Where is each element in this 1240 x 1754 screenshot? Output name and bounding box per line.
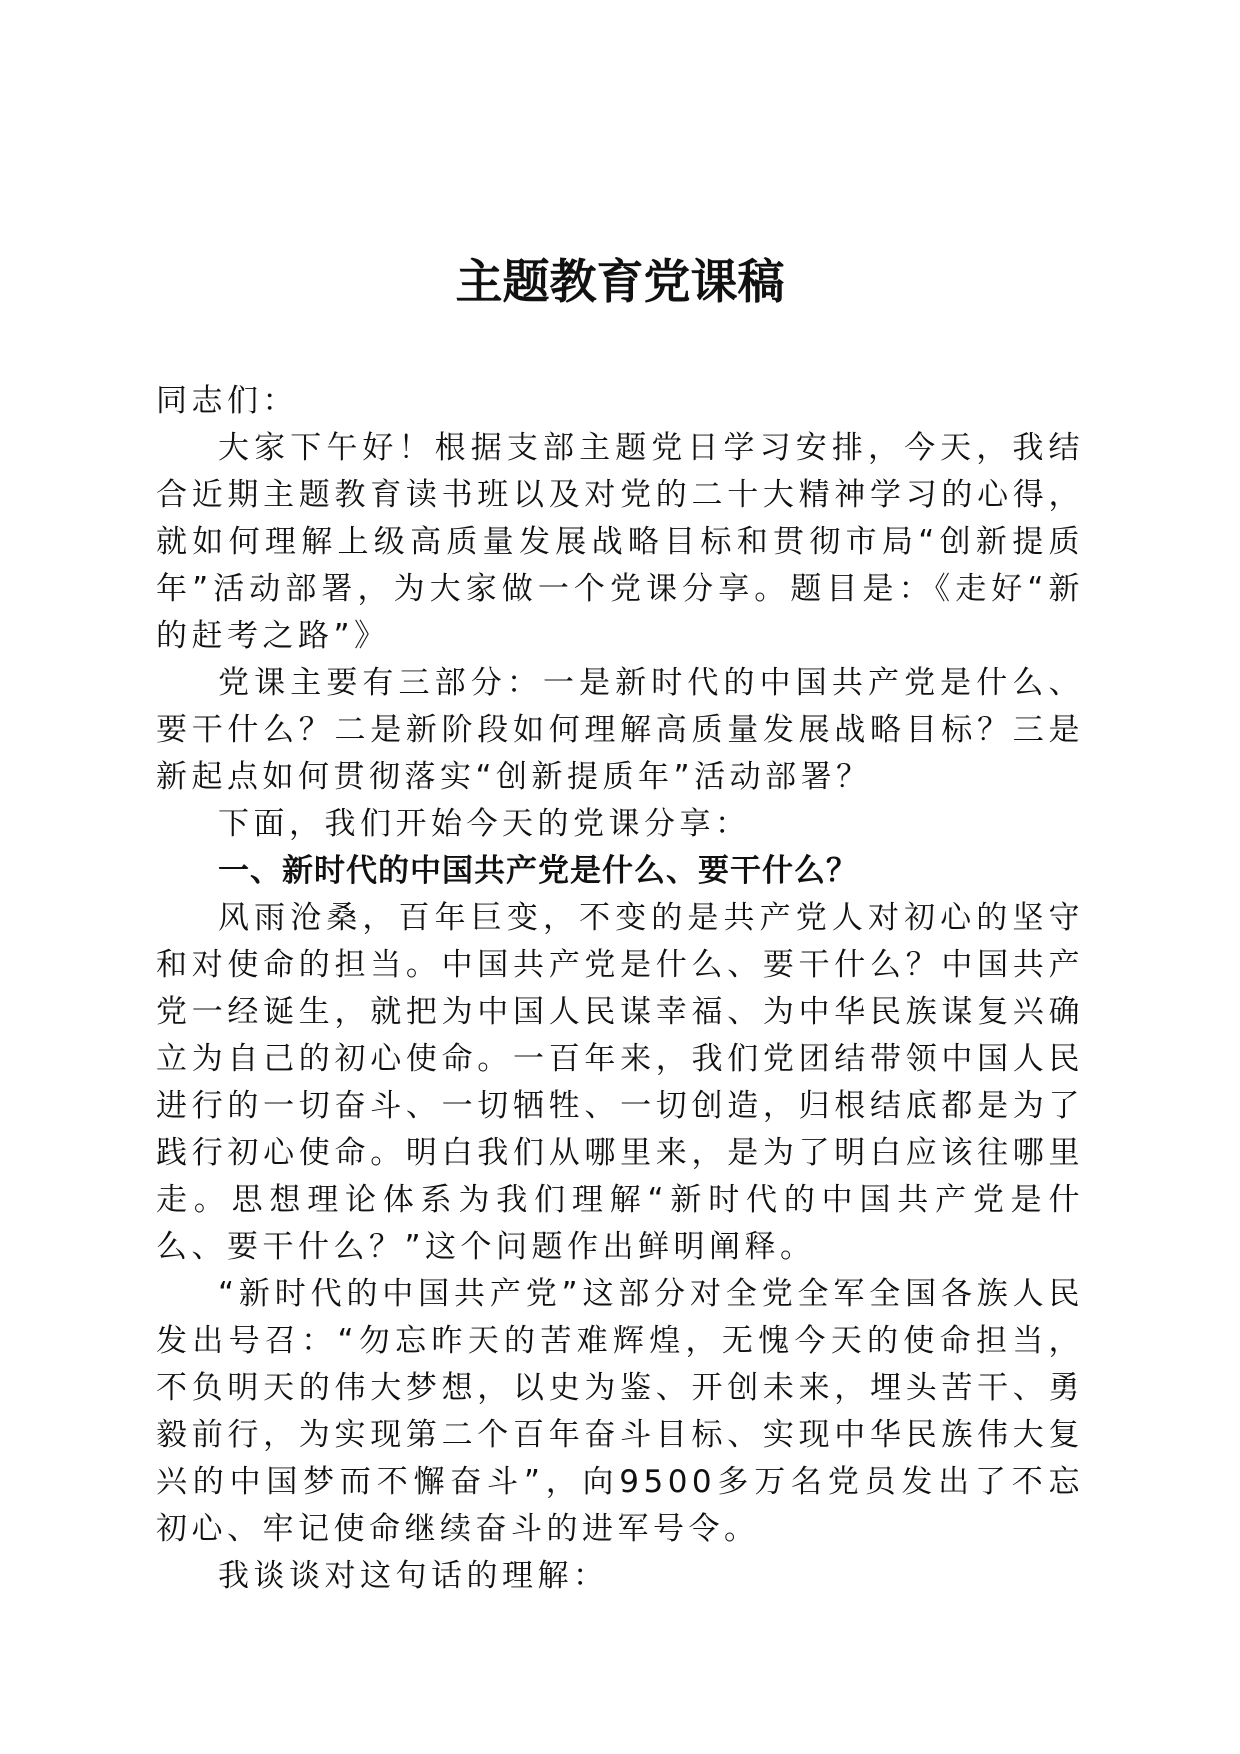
paragraph-intro: 大家下午好！根据支部主题党日学习安排，今天，我结合近期主题教育读书班以及对党的二十大精神学习的心得，就如何理解上级高质量发展战略目标和贯彻市局“创新提质年”活动部署，为大家做一个党课分享。题目是：《走好“新的赶考之路”》 (156, 430, 1084, 654)
paragraph-section-3: 我谈谈对这句话的理解： (218, 1558, 609, 1594)
paragraph-section-1: 风雨沧桑，百年巨变，不变的是共产党人对初心的坚守和对使命的担当。中国共产党是什么、要干什么？中国共产党一经诞生，就把为中国人民谋幸福、为中华民族谋复兴确立为自己的初心使命。一百年来，我们党团结带领中国人民进行的一切奋斗、一切牺牲、一切创造，归根结底都是为了践行初心使命。明白我们从哪里来，是为了明白应该往哪里走。思想理论体系为我们理解“新时代的中国共产党是什么、要干什么？”这个问题作出鲜明阐释。 (156, 900, 1084, 1265)
section-heading: 一、新时代的中国共产党是什么、要干什么？ (218, 853, 858, 889)
document-title: 主题教育党课稿 (455, 255, 785, 310)
paragraph-section-2: “新时代的中国共产党”这部分对全党全军全国各族人民发出号召：“勿忘昨天的苦难辉煌，无愧今天的使命担当，不负明天的伟大梦想，以史为鉴、开创未来，埋头苦干、勇毅前行，为实现第二个百年奋斗目标、实现中华民族伟大复兴的中国梦而不懈奋斗”，向9500多万名党员发出了不忘初心、牢记使命继续奋斗的进军号令。 (156, 1276, 1084, 1547)
salutation: 同志们： (156, 383, 298, 419)
paragraph-start: 下面，我们开始今天的党课分享： (218, 806, 751, 842)
paragraph-outline: 党课主要有三部分：一是新时代的中国共产党是什么、要干什么？二是新阶段如何理解高质量发展战略目标？三是新起点如何贯彻落实“创新提质年”活动部署？ (156, 665, 1084, 795)
document-body (156, 378, 1084, 1600)
